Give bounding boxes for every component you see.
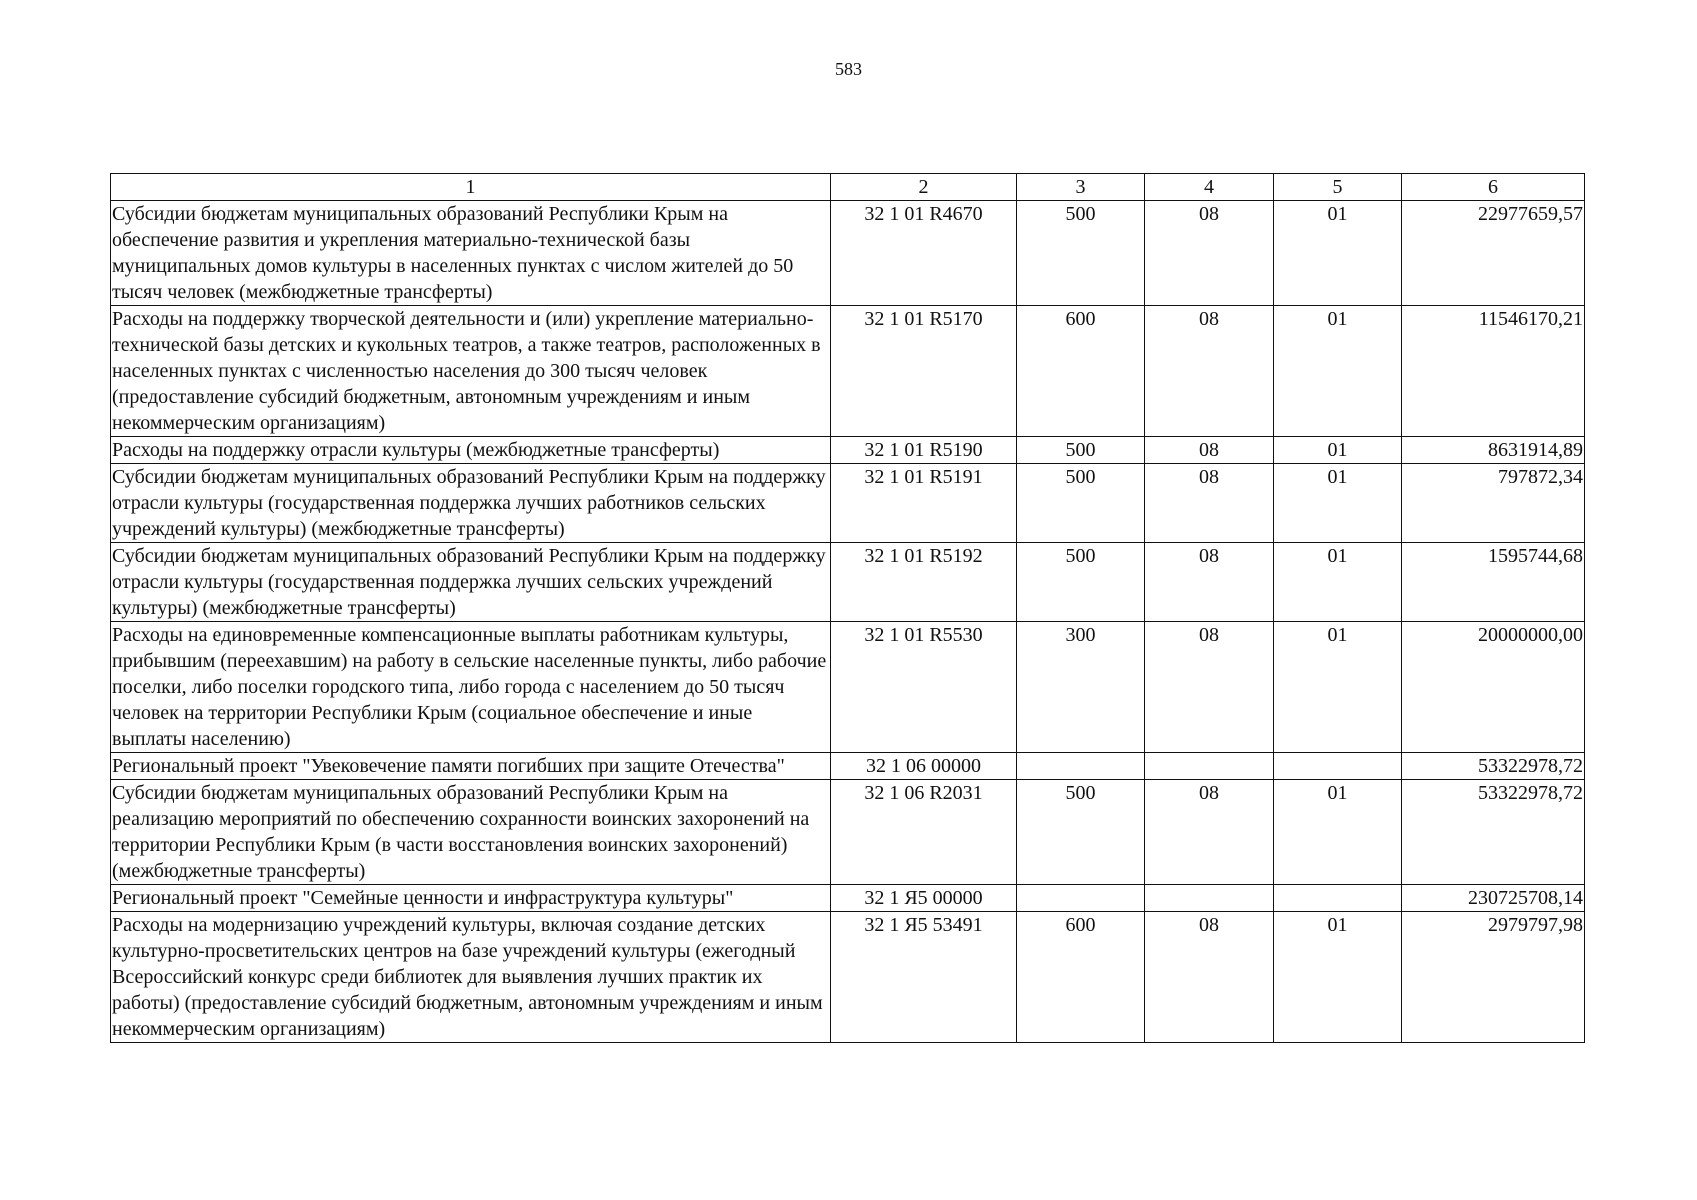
table-row bbox=[111, 622, 1585, 753]
row-col4 bbox=[1145, 885, 1274, 912]
column-header-1: 1 bbox=[111, 174, 831, 201]
row-amount: 53322978,72 bbox=[1402, 753, 1585, 780]
row-code: 32 1 01 R5170 bbox=[831, 306, 1017, 437]
row-col4: 08 bbox=[1145, 543, 1274, 622]
row-col3: 500 bbox=[1017, 464, 1145, 543]
row-col3: 300 bbox=[1017, 622, 1145, 753]
row-amount: 11546170,21 bbox=[1402, 306, 1585, 437]
row-col5: 01 bbox=[1274, 543, 1402, 622]
row-col5: 01 bbox=[1274, 912, 1402, 1043]
row-code: 32 1 01 R5190 bbox=[831, 437, 1017, 464]
column-header-3: 3 bbox=[1017, 174, 1145, 201]
row-amount: 8631914,89 bbox=[1402, 437, 1585, 464]
column-header-5: 5 bbox=[1274, 174, 1402, 201]
row-col4: 08 bbox=[1145, 780, 1274, 885]
table-row bbox=[111, 201, 1585, 306]
table-header-row bbox=[111, 174, 1585, 201]
row-description: Субсидии бюджетам муниципальных образований Республики Крым на поддержку отрасли культуры (государственная поддержка лучших работников сельских учреждений культуры) (межбюджетные трансферты) bbox=[111, 464, 831, 543]
budget-table bbox=[110, 173, 1585, 1043]
row-amount: 22977659,57 bbox=[1402, 201, 1585, 306]
row-code: 32 1 01 R4670 bbox=[831, 201, 1017, 306]
row-description: Региональный проект "Увековечение памяти погибших при защите Отечества" bbox=[111, 753, 831, 780]
row-description: Расходы на поддержку творческой деятельности и (или) укрепление материально-технической базы детских и кукольных театров, а также театров, расположенных в населенных пунктах с численностью населения до 300 тысяч человек (предоставление субсидий бюджетным, автономным учреждениям и иным некоммерческим организациям) bbox=[111, 306, 831, 437]
row-col5: 01 bbox=[1274, 437, 1402, 464]
row-col5: 01 bbox=[1274, 201, 1402, 306]
row-description: Субсидии бюджетам муниципальных образований Республики Крым на поддержку отрасли культуры (государственная поддержка лучших сельских учреждений культуры) (межбюджетные трансферты) bbox=[111, 543, 831, 622]
row-col4: 08 bbox=[1145, 201, 1274, 306]
column-header-6: 6 bbox=[1402, 174, 1585, 201]
row-col5: 01 bbox=[1274, 780, 1402, 885]
row-amount: 20000000,00 bbox=[1402, 622, 1585, 753]
row-amount: 230725708,14 bbox=[1402, 885, 1585, 912]
table-row bbox=[111, 543, 1585, 622]
row-code: 32 1 06 R2031 bbox=[831, 780, 1017, 885]
column-header-2: 2 bbox=[831, 174, 1017, 201]
row-description: Расходы на поддержку отрасли культуры (межбюджетные трансферты) bbox=[111, 437, 831, 464]
row-col4: 08 bbox=[1145, 464, 1274, 543]
row-col3: 600 bbox=[1017, 306, 1145, 437]
row-col3: 500 bbox=[1017, 201, 1145, 306]
table-row bbox=[111, 437, 1585, 464]
row-col4: 08 bbox=[1145, 306, 1274, 437]
row-description: Субсидии бюджетам муниципальных образований Республики Крым на обеспечение развития и укрепления материально-технической базы муниципальных домов культуры в населенных пунктах с числом жителей до 50 тысяч человек (межбюджетные трансферты) bbox=[111, 201, 831, 306]
row-code: 32 1 Я5 00000 bbox=[831, 885, 1017, 912]
column-header-4: 4 bbox=[1145, 174, 1274, 201]
row-code: 32 1 06 00000 bbox=[831, 753, 1017, 780]
row-col5: 01 bbox=[1274, 464, 1402, 543]
row-col3: 500 bbox=[1017, 437, 1145, 464]
row-col5 bbox=[1274, 753, 1402, 780]
row-description: Региональный проект "Семейные ценности и инфраструктура культуры" bbox=[111, 885, 831, 912]
row-code: 32 1 01 R5191 bbox=[831, 464, 1017, 543]
table-row bbox=[111, 780, 1585, 885]
row-col4: 08 bbox=[1145, 437, 1274, 464]
table-row bbox=[111, 464, 1585, 543]
row-col3 bbox=[1017, 753, 1145, 780]
row-col5: 01 bbox=[1274, 622, 1402, 753]
row-col3: 500 bbox=[1017, 543, 1145, 622]
row-description: Расходы на модернизацию учреждений культуры, включая создание детских культурно-просветительских центров на базе учреждений культуры (ежегодный Всероссийский конкурс среди библиотек для выявления лучших практик их работы) (предоставление субсидий бюджетным, автономным учреждениям и иным некоммерческим организациям) bbox=[111, 912, 831, 1043]
table-row bbox=[111, 912, 1585, 1043]
row-amount: 1595744,68 bbox=[1402, 543, 1585, 622]
row-col3: 500 bbox=[1017, 780, 1145, 885]
row-code: 32 1 Я5 53491 bbox=[831, 912, 1017, 1043]
row-amount: 2979797,98 bbox=[1402, 912, 1585, 1043]
table-row bbox=[111, 306, 1585, 437]
row-amount: 53322978,72 bbox=[1402, 780, 1585, 885]
row-code: 32 1 01 R5192 bbox=[831, 543, 1017, 622]
row-amount: 797872,34 bbox=[1402, 464, 1585, 543]
table-row bbox=[111, 753, 1585, 780]
row-col4 bbox=[1145, 753, 1274, 780]
row-col3 bbox=[1017, 885, 1145, 912]
table-row bbox=[111, 885, 1585, 912]
row-col4: 08 bbox=[1145, 912, 1274, 1043]
row-description: Субсидии бюджетам муниципальных образований Республики Крым на реализацию мероприятий по обеспечению сохранности воинских захоронений на территории Республики Крым (в части восстановления воинских захоронений) (межбюджетные трансферты) bbox=[111, 780, 831, 885]
row-code: 32 1 01 R5530 bbox=[831, 622, 1017, 753]
row-col4: 08 bbox=[1145, 622, 1274, 753]
row-col5 bbox=[1274, 885, 1402, 912]
page-number: 583 bbox=[835, 59, 862, 79]
row-description: Расходы на единовременные компенсационные выплаты работникам культуры, прибывшим (переехавшим) на работу в сельские населенные пункты, либо рабочие поселки, либо поселки городского типа, либо города с населением до 50 тысяч человек на территории Республики Крым (социальное обеспечение и иные выплаты населению) bbox=[111, 622, 831, 753]
row-col3: 600 bbox=[1017, 912, 1145, 1043]
row-col5: 01 bbox=[1274, 306, 1402, 437]
